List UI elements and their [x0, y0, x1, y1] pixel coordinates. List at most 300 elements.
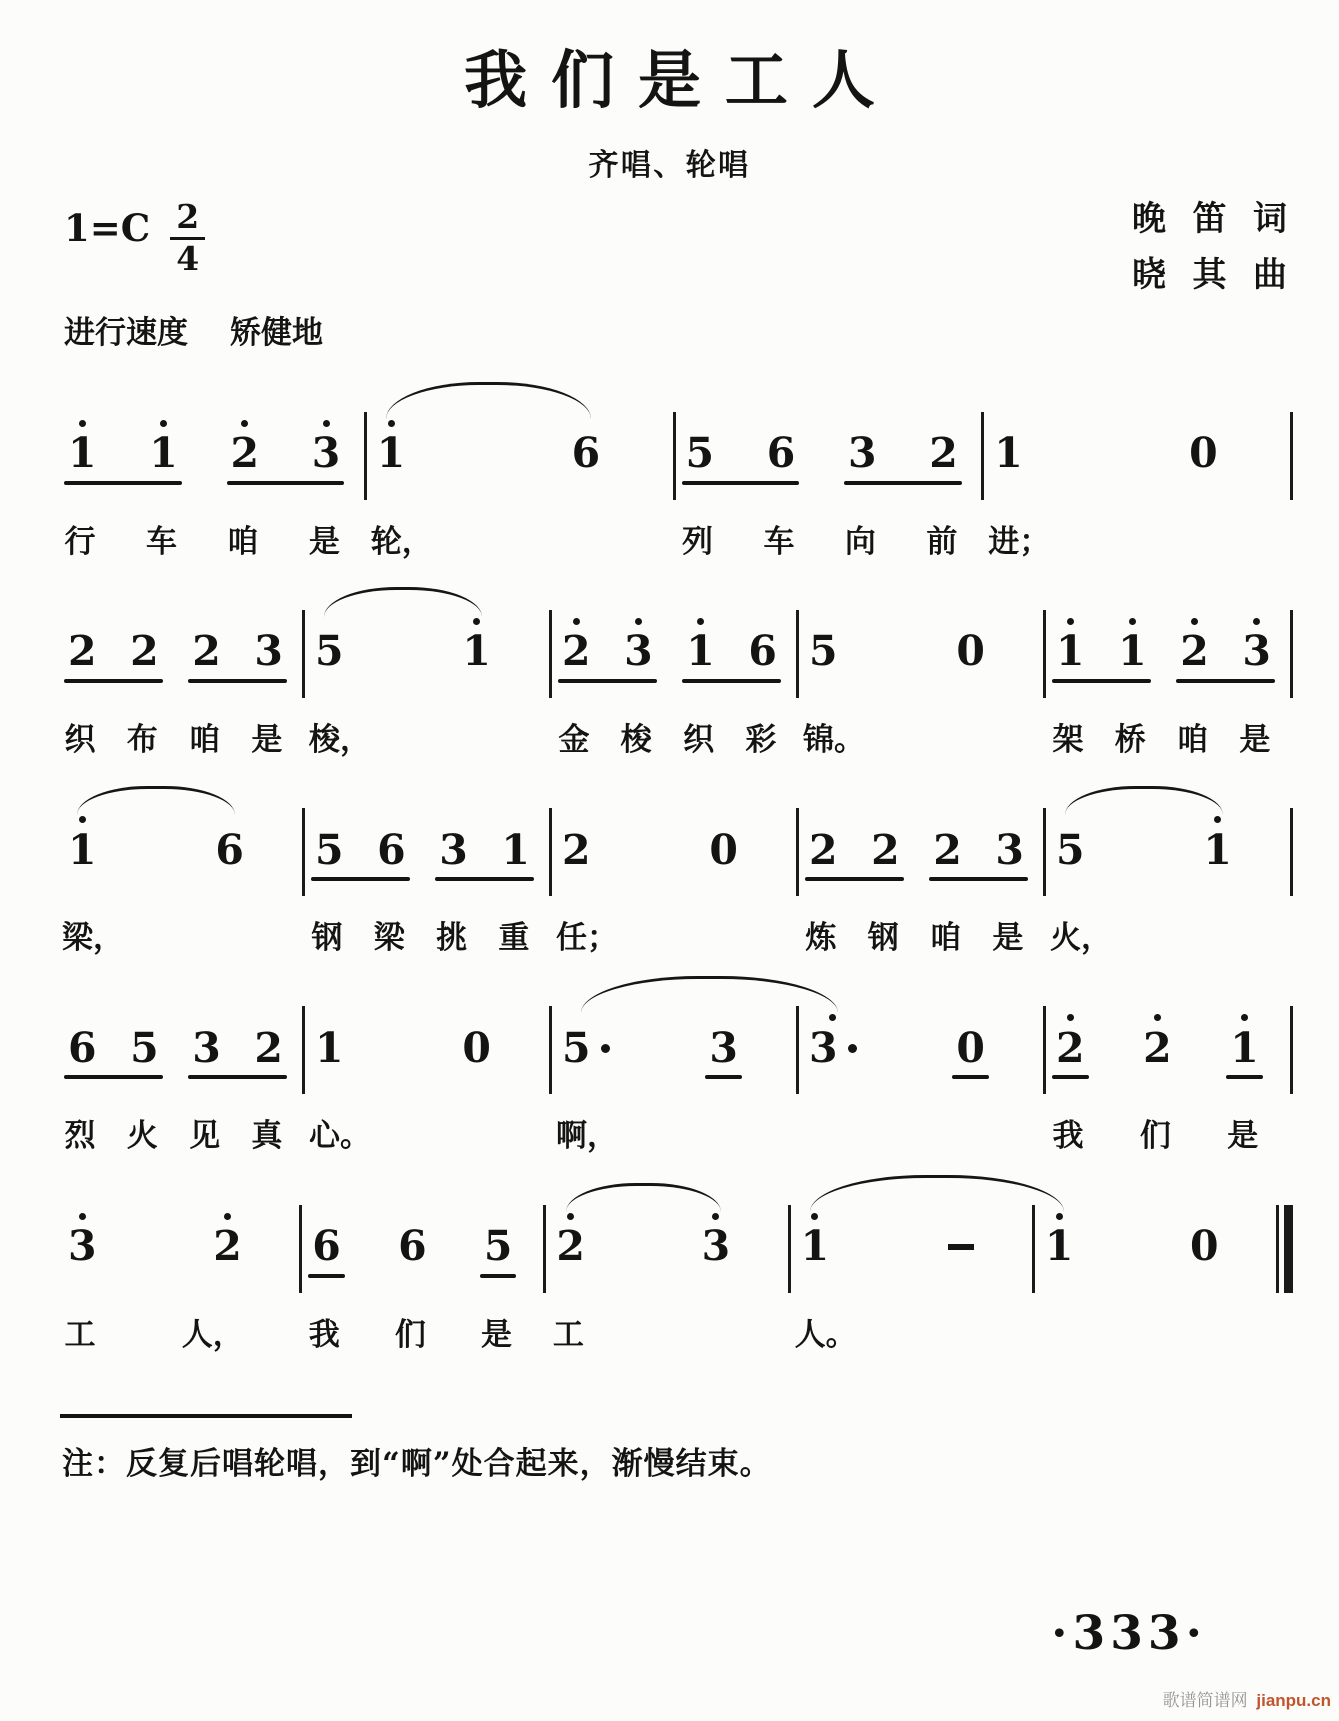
- note: [211, 1207, 244, 1272]
- note-digit-box: [848, 429, 877, 479]
- note-digit-box: [377, 429, 406, 479]
- lyric-syllable: 咱: [227, 523, 259, 560]
- beam-underline: [64, 1075, 163, 1079]
- beam-underline: [805, 877, 904, 881]
- note-digit-box: [1118, 627, 1147, 677]
- note: [707, 1008, 740, 1073]
- octave-dot: [697, 618, 704, 625]
- measure-notes: [305, 612, 549, 696]
- lyric-syllable: 心。: [309, 1118, 371, 1155]
- credits: [1131, 192, 1314, 302]
- rest-note: [707, 810, 740, 875]
- measure-lyrics: [552, 1116, 796, 1156]
- time-signature-denominator: 4: [176, 239, 200, 279]
- note-digit-box: [192, 1023, 221, 1073]
- note-digit-box: [686, 429, 715, 479]
- note-digit: 3: [701, 1222, 731, 1271]
- lyric-syllable: 是: [251, 721, 283, 758]
- measure: [1035, 1207, 1276, 1315]
- note-digit: 0: [709, 825, 738, 874]
- measure-lyrics: [305, 720, 549, 760]
- note-digit: 2: [933, 825, 962, 874]
- note-digit-box: [1230, 1023, 1259, 1073]
- note-digit-box: [501, 825, 530, 875]
- barline: [1290, 412, 1293, 500]
- octave-dot: [1056, 1213, 1063, 1220]
- note-digit: 2: [562, 627, 591, 676]
- lyric-syllable: [704, 1116, 740, 1156]
- rest-note: [460, 1008, 493, 1073]
- note: [375, 414, 408, 479]
- lyric-syllable: [1184, 522, 1220, 562]
- lyric-syllable: 是: [1239, 721, 1271, 758]
- key-signature: 1=C: [64, 206, 151, 251]
- staff-line: [58, 1207, 1293, 1355]
- note-digit: 1: [800, 1222, 830, 1271]
- lyric-syllable: [1198, 918, 1234, 958]
- note: [66, 1207, 99, 1272]
- note-digit-box: [68, 825, 97, 875]
- measure: [58, 414, 364, 562]
- note-digit: 2: [213, 1222, 242, 1271]
- beam-underline: [64, 481, 182, 485]
- lyric-syllable: 火，: [1050, 920, 1112, 957]
- note-digit-box: [130, 627, 159, 677]
- measure-lyrics: [58, 1315, 299, 1355]
- note-digit: 6: [398, 1222, 427, 1271]
- measure-notes: [58, 810, 302, 894]
- note: [66, 1008, 99, 1073]
- lyric-syllable: 钢: [867, 920, 899, 957]
- octave-dot: [1067, 1014, 1074, 1021]
- measure-lyrics: [305, 918, 549, 958]
- measure: [546, 1207, 787, 1355]
- note-digit-box: [686, 627, 715, 677]
- measure-notes: [1046, 810, 1290, 894]
- octave-dot: [1253, 618, 1260, 625]
- note: [375, 810, 408, 875]
- barline: [1290, 1006, 1293, 1094]
- note: [1054, 810, 1087, 875]
- octave-dot: [224, 1213, 231, 1220]
- rest-note: [954, 1008, 987, 1073]
- note-digit-box: [767, 429, 796, 479]
- note: [190, 612, 223, 677]
- note-digit-box: [956, 1023, 985, 1073]
- lyric-syllable: [704, 918, 740, 958]
- measure-notes: [58, 612, 302, 696]
- lyric-syllable: 列: [682, 523, 713, 560]
- beam-underline: [1052, 1075, 1089, 1079]
- note-digit: 2: [556, 1222, 585, 1271]
- octave-dot: [323, 420, 330, 427]
- meta-row: [64, 192, 1314, 302]
- lyric-syllable: [210, 918, 246, 958]
- measure-lyrics: [676, 522, 982, 562]
- octave-dot: [388, 420, 395, 427]
- note-digit: 3: [68, 1222, 97, 1271]
- final-barline-thin: [1276, 1205, 1279, 1293]
- note-digit-box: [312, 429, 341, 479]
- note-digit-box: [809, 825, 838, 875]
- slur-arc: [810, 1175, 1064, 1212]
- note-digit-box: [624, 627, 653, 677]
- note-digit: 1: [462, 627, 491, 676]
- note: [1228, 1008, 1261, 1073]
- measure: [552, 810, 796, 958]
- lyric-syllable: 啊，: [556, 1118, 618, 1155]
- watermark: [1163, 1686, 1331, 1711]
- octave-dot: [573, 618, 580, 625]
- divider-rule: [60, 1414, 352, 1418]
- note-digit: 1: [1044, 1222, 1074, 1271]
- note: [499, 810, 532, 875]
- beam-underline: [952, 1075, 989, 1079]
- note-digit: 5: [685, 429, 715, 478]
- footnote: 注：反复后唱轮唱，到“啊”处合起来，渐慢结束。: [62, 1446, 772, 1482]
- note-digit-box: [439, 825, 468, 875]
- lyric-syllable: [566, 522, 602, 562]
- measure: [799, 1008, 1043, 1116]
- note-digit: 1: [68, 825, 97, 874]
- lyric-syllable: 重: [498, 920, 530, 957]
- staff-line: [58, 1008, 1293, 1156]
- rest-note: [1188, 1207, 1221, 1272]
- note-digit: 3: [995, 825, 1024, 874]
- note: [1240, 612, 1273, 677]
- lyric-syllable: 织: [683, 721, 715, 758]
- note-digit: 2: [68, 627, 97, 676]
- note-digit-box: [956, 627, 985, 677]
- note: [799, 1207, 832, 1272]
- measure-lyrics: [58, 522, 364, 562]
- lyric-syllable: 工: [64, 1316, 96, 1353]
- score-line: [58, 810, 1293, 958]
- rest-note: [954, 612, 987, 677]
- note-digit: 6: [748, 627, 777, 676]
- beam-underline: [311, 877, 410, 881]
- measure-notes: [552, 612, 796, 696]
- note-digit-box: [68, 627, 97, 677]
- beam-underline: [682, 679, 781, 683]
- lyric-syllable: 是: [992, 920, 1024, 957]
- measure: [1046, 810, 1290, 958]
- note-digit: 1: [994, 429, 1023, 478]
- octave-dot: [1129, 618, 1136, 625]
- lyric-syllable: 进；: [988, 523, 1051, 560]
- lyric-syllable: 锦。: [803, 721, 865, 758]
- beam-underline: [308, 1274, 345, 1278]
- slur-arc: [324, 587, 481, 617]
- note-digit-box: [809, 627, 838, 677]
- note: [310, 1207, 343, 1272]
- key-time-signature: [64, 192, 205, 279]
- note: [147, 414, 180, 479]
- note-digit: 6: [571, 429, 601, 478]
- note: [807, 1008, 859, 1073]
- note: [313, 1008, 346, 1073]
- lyric-syllable: 架: [1052, 721, 1084, 758]
- note: [807, 612, 840, 677]
- beam-underline: [1176, 679, 1275, 683]
- octave-dot-row: [1067, 1008, 1074, 1023]
- note-digit: 5: [483, 1222, 513, 1271]
- note-digit-box: [315, 825, 344, 875]
- octave-dot: [829, 1014, 836, 1021]
- measure-notes: [302, 1207, 543, 1291]
- note: [252, 1008, 285, 1073]
- note-digit: 3: [809, 1023, 838, 1072]
- octave-dot-row: [635, 612, 642, 627]
- lyric-syllable: 桥: [1114, 721, 1146, 758]
- lyric-syllable: 是: [308, 523, 340, 560]
- note-digit-box: [315, 1023, 344, 1073]
- lyric-syllable: 前: [926, 523, 958, 560]
- staff-line: [58, 612, 1293, 760]
- note-digit-box: [709, 825, 738, 875]
- lyric-syllable: 车: [145, 523, 177, 560]
- lyric-syllable: 布: [126, 721, 158, 758]
- octave-dot-row: [1241, 1008, 1248, 1023]
- note-digit-box: [68, 1222, 97, 1272]
- lyric-syllable: 轮，: [370, 523, 433, 560]
- note-digit-box: [254, 1023, 283, 1073]
- note-digit-box: [484, 1222, 513, 1272]
- measure-lyrics: [302, 1315, 543, 1355]
- note-digit-box: [572, 429, 601, 479]
- slur-arc: [581, 976, 838, 1013]
- note: [570, 414, 603, 479]
- lyric-syllable: 炼: [805, 920, 837, 957]
- rest-note: [1187, 414, 1220, 479]
- note-digit: 2: [230, 429, 260, 478]
- lyricist-credit: 晚笛词: [1131, 199, 1314, 240]
- augmentation-dot: [601, 1044, 610, 1053]
- note-digit-box: [312, 1222, 341, 1272]
- note: [869, 810, 902, 875]
- note-digit-box: [192, 627, 221, 677]
- note-digit: 2: [929, 429, 958, 478]
- note-digit-box: [562, 627, 591, 677]
- octave-dot-row: [1129, 612, 1136, 627]
- measure-notes: [305, 810, 549, 894]
- octave-dot-row: [224, 1207, 231, 1222]
- watermark-site-name: 歌谱简谱网: [1162, 1691, 1248, 1710]
- lyric-syllable: 挑: [436, 920, 468, 957]
- measure-notes: [799, 1008, 1043, 1092]
- lyric-syllable: 见: [189, 1118, 221, 1155]
- octave-dot-row: [1067, 612, 1074, 627]
- note: [1043, 1207, 1076, 1272]
- augmentation-dot: [848, 1044, 857, 1053]
- note-digit: 5: [562, 1023, 591, 1072]
- measure: [367, 414, 673, 562]
- measure-lyrics: [58, 720, 302, 760]
- measure-lyrics: [1046, 720, 1290, 760]
- beam-underline: [188, 679, 287, 683]
- note: [554, 1207, 587, 1272]
- note: [66, 612, 99, 677]
- note: [252, 612, 285, 677]
- note: [700, 1207, 733, 1272]
- measure: [1046, 612, 1290, 760]
- note-digit: 3: [709, 1023, 738, 1072]
- measure-notes: [676, 414, 982, 498]
- note-digit: 1: [686, 627, 715, 676]
- octave-dot: [712, 1213, 719, 1220]
- measure-notes: [58, 1008, 302, 1092]
- octave-dot-row: [1154, 1008, 1161, 1023]
- beam-underline: [682, 481, 800, 485]
- measure-lyrics: [305, 1116, 549, 1156]
- expression-text: 矫健地: [230, 314, 323, 351]
- note-digit-box: [556, 1222, 585, 1272]
- measure-notes: [552, 810, 796, 894]
- note: [846, 414, 879, 479]
- measure-notes: [546, 1207, 787, 1291]
- note-digit: 3: [192, 1023, 221, 1072]
- note-digit-box: [130, 1023, 159, 1073]
- measure-notes: [1035, 1207, 1276, 1291]
- note-digit-box: [377, 825, 406, 875]
- slur-arc: [386, 382, 591, 419]
- octave-dot: [79, 420, 86, 427]
- note-digit: 5: [315, 825, 344, 874]
- note: [1141, 1008, 1174, 1073]
- octave-dot: [79, 1213, 86, 1220]
- note-digit: 0: [462, 1023, 491, 1072]
- octave-dot-row: [79, 414, 86, 429]
- note-digit-box: [1180, 627, 1209, 677]
- octave-dot-row: [1253, 612, 1260, 627]
- note-digit: 3: [848, 429, 877, 478]
- beam-underline: [929, 877, 1028, 881]
- beam-underline: [435, 877, 534, 881]
- note: [992, 414, 1025, 479]
- note-digit-box: [1189, 429, 1218, 479]
- measure-lyrics: [552, 720, 796, 760]
- note: [190, 1008, 223, 1073]
- octave-dot-row: [1191, 612, 1198, 627]
- beam-underline: [844, 481, 962, 485]
- composer-credit: 晓其曲: [1131, 254, 1314, 295]
- note-digit-box: [1056, 1023, 1085, 1073]
- note-digit-box: [994, 429, 1023, 479]
- lyric-syllable: 梭: [620, 721, 652, 758]
- lyric-syllable: 咱: [930, 920, 962, 957]
- note: [1054, 1008, 1087, 1073]
- measure: [58, 612, 302, 760]
- note: [807, 810, 840, 875]
- lyric-syllable: 行: [64, 523, 96, 560]
- measure: [58, 1207, 299, 1355]
- note-digit-box: [1143, 1023, 1172, 1073]
- measure-lyrics: [546, 1315, 787, 1355]
- lyric-syllable: [457, 720, 493, 760]
- lyric-syllable: 烈: [64, 1118, 96, 1155]
- note-digit: 1: [149, 429, 178, 478]
- note-digit: 1: [315, 1023, 344, 1072]
- lyric-syllable: 梁: [373, 920, 405, 957]
- octave-dot-row: [160, 414, 167, 429]
- lyric-syllable: 我: [308, 1316, 340, 1353]
- measure-notes: [799, 612, 1043, 696]
- note-digit-box: [748, 627, 777, 677]
- lyric-syllable: 火: [126, 1118, 158, 1155]
- beam-underline: [227, 481, 345, 485]
- beam-underline: [64, 679, 163, 683]
- note-digit: 6: [215, 825, 244, 874]
- octave-dot: [1067, 618, 1074, 625]
- lyric-syllable: 是: [480, 1316, 512, 1353]
- note-digit-box: [1190, 1222, 1219, 1272]
- octave-dot: [241, 420, 248, 427]
- note: [560, 612, 593, 677]
- note-digit-box: [562, 1023, 610, 1073]
- measure-lyrics: [58, 1116, 302, 1156]
- note: [684, 612, 717, 677]
- note: [310, 414, 343, 479]
- note-digit: 2: [809, 825, 838, 874]
- final-barline: [1276, 1205, 1293, 1293]
- octave-dot: [473, 618, 480, 625]
- measure: [552, 612, 796, 760]
- measure: [302, 1207, 543, 1355]
- measure: [799, 810, 1043, 958]
- beam-underline: [1052, 679, 1151, 683]
- note-digit: 1: [1203, 825, 1232, 874]
- note-digit-box: [213, 1222, 242, 1272]
- score-line: [58, 414, 1293, 562]
- lyric-syllable: 人，: [181, 1316, 244, 1353]
- score-line: [58, 1207, 1293, 1355]
- octave-dot-row: [323, 414, 330, 429]
- octave-dot: [160, 420, 167, 427]
- note-digit-box: [315, 627, 344, 677]
- note: [128, 612, 161, 677]
- measure: [552, 1008, 796, 1156]
- measure-lyrics: [552, 918, 796, 958]
- octave-dot-row: [241, 414, 248, 429]
- staff-line: [58, 810, 1293, 958]
- measure: [305, 612, 549, 760]
- measure: [58, 810, 302, 958]
- lyric-syllable: 织: [64, 721, 96, 758]
- measure: [984, 414, 1290, 562]
- note-digit-box: [462, 627, 491, 677]
- octave-dot: [1191, 618, 1198, 625]
- time-signature: [170, 197, 205, 279]
- note-digit-box: [149, 429, 178, 479]
- beam-underline: [188, 1075, 287, 1079]
- note-digit: 3: [311, 429, 341, 478]
- slur-arc: [77, 786, 234, 816]
- note-digit-box: [995, 825, 1024, 875]
- measure-notes: [1046, 1008, 1290, 1092]
- lyric-syllable: 们: [1139, 1118, 1171, 1155]
- note-digit-box: [398, 1222, 427, 1272]
- beam-underline: [480, 1274, 517, 1278]
- note-digit: 2: [1180, 627, 1209, 676]
- note-digit: 0: [956, 627, 985, 676]
- lyric-syllable: 钢: [311, 920, 343, 957]
- octave-dot: [811, 1213, 818, 1220]
- note-digit: 1: [68, 429, 97, 478]
- note-digit: 1: [1056, 627, 1085, 676]
- note: [1054, 612, 1087, 677]
- measure-notes: [791, 1207, 1032, 1291]
- barline: [1290, 808, 1293, 896]
